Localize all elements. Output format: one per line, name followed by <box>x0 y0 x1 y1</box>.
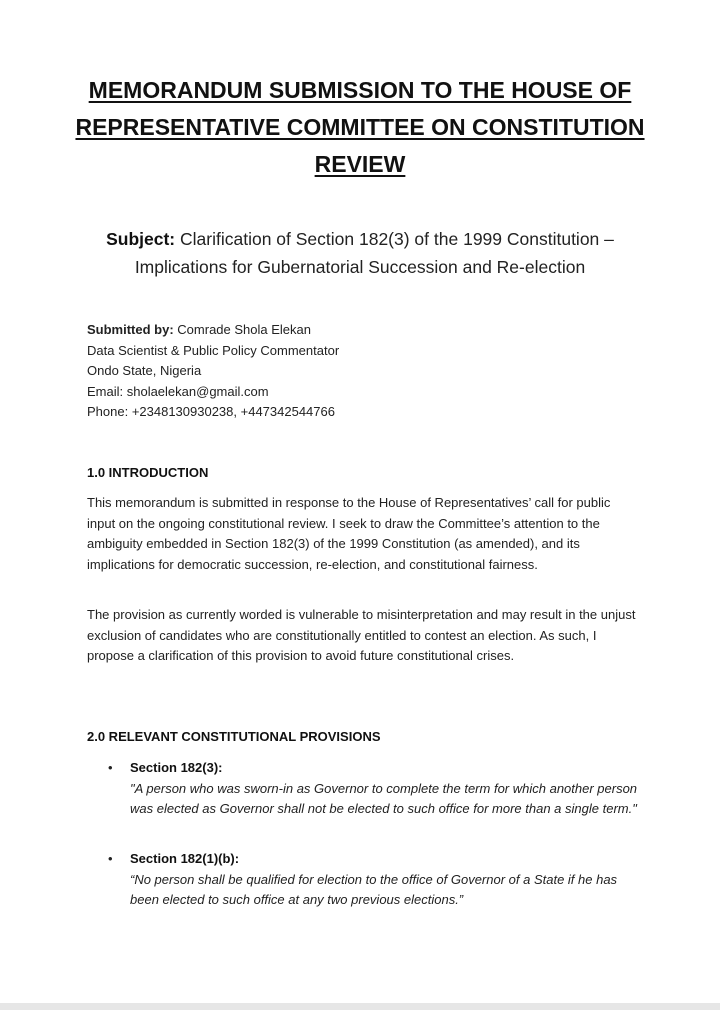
introduction-paragraph-2: The provision as currently worded is vulnerable to misinterpretation and may result in the unjust exclusion of candidates who are constitutionally entitled to contest an election. As such, I propose a clarification of this provision to avoid future constitutional crises. <box>87 607 636 663</box>
submitter-name-line <box>87 320 647 341</box>
page-bottom-edge <box>0 1003 720 1010</box>
provision-item <box>87 758 647 820</box>
introduction-heading: 1.0 INTRODUCTION <box>87 465 209 480</box>
introduction-paragraph-1: This memorandum is submitted in response to the House of Representatives’ call for public input on the ongoing constitutional review. I seek to draw the Committee’s attention to the ambiguity embedded in Section 182(3) of the 1999 Constitution (as amended), and its implications for democratic succession, re-election, and constitutional fairness. <box>87 495 611 572</box>
subject-text: Clarification of Section 182(3) of the 1999 Constitution – Implications for Gubernatorial Succession and Re-election <box>134 229 614 277</box>
submitter-role: Data Scientist & Public Policy Commentator <box>87 342 340 358</box>
provisions-heading: 2.0 RELEVANT CONSTITUTIONAL PROVISIONS <box>87 729 381 744</box>
provision-quote: "A person who was sworn-in as Governor to complete the term for which another person was elected as Governor shall not be elected to such office for more than a single term." <box>130 780 638 816</box>
provision-title: Section 182(3): <box>130 760 223 775</box>
subject-label: Subject: <box>106 229 176 249</box>
submitter-block <box>87 320 647 423</box>
document-title: MEMORANDUM SUBMISSION TO THE HOUSE OF REPRESENTATIVE COMMITTEE ON CONSTITUTION REVIEW <box>75 77 645 177</box>
submitter-email: Email: sholaelekan@gmail.com <box>87 383 269 399</box>
submitter-label: Submitted by: <box>87 322 174 337</box>
bullet-icon: • <box>108 760 113 775</box>
submitter-name: Comrade Shola Elekan <box>177 322 311 337</box>
subject-line <box>60 225 660 281</box>
bullet-icon: • <box>108 851 113 866</box>
submitter-phone: Phone: +2348130930238, +447342544766 <box>87 404 335 419</box>
submitter-location: Ondo State, Nigeria <box>87 363 202 378</box>
provision-quote: “No person shall be qualified for election to the office of Governor of a State if he has been elected to such office at any two previous elections.” <box>130 871 618 907</box>
provision-title: Section 182(1)(b): <box>130 851 240 866</box>
provision-item <box>87 849 647 911</box>
